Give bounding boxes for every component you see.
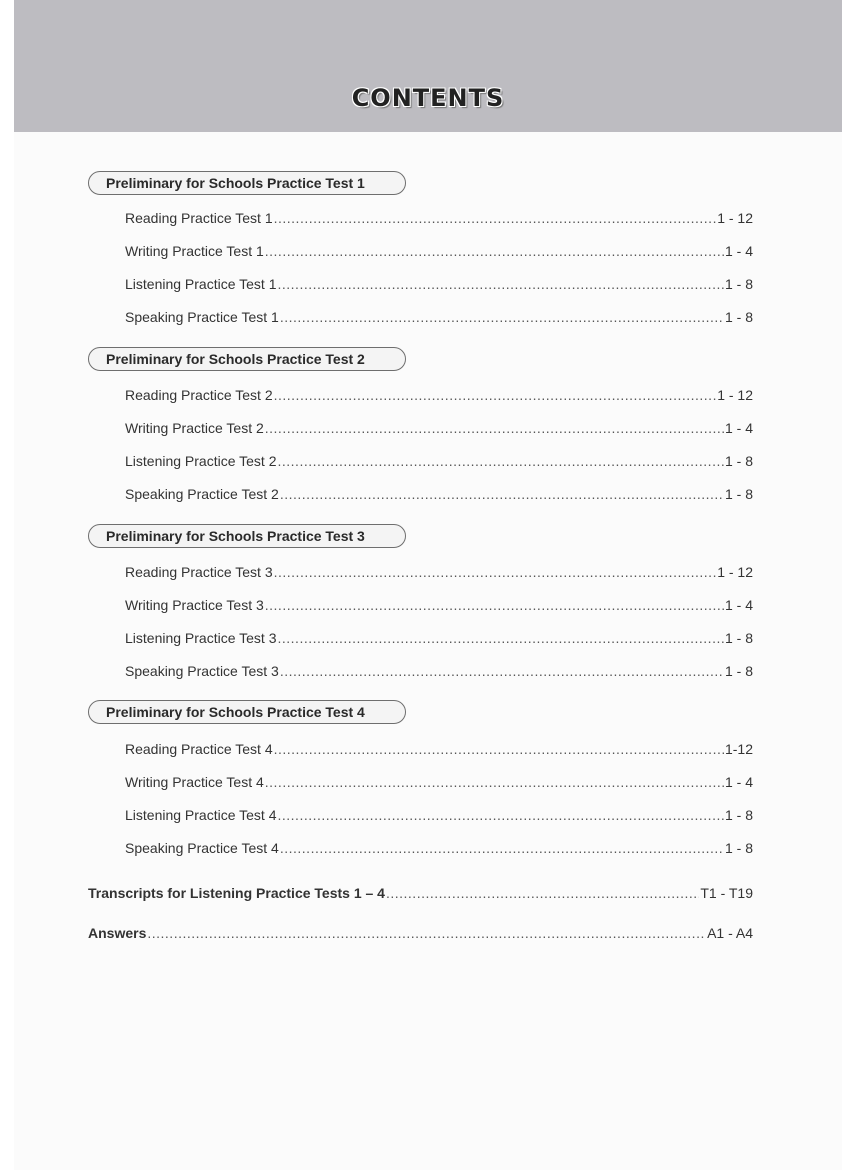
dot-leader: [386, 883, 699, 903]
dot-leader: [280, 661, 724, 681]
dot-leader: [280, 484, 724, 504]
entry-pages: 1 - 4: [724, 243, 753, 259]
toc-entry: [125, 628, 753, 648]
entry-label: Listening Practice Test 4: [125, 807, 277, 823]
toc-entry: [125, 451, 753, 471]
entry-label: Answers: [88, 925, 147, 941]
toc-entry: [125, 661, 753, 681]
toc-entry: [125, 805, 753, 825]
entry-label: Speaking Practice Test 3: [125, 663, 279, 679]
dot-leader: [278, 274, 724, 294]
dot-leader: [265, 241, 724, 261]
entry-pages: 1-12: [724, 741, 753, 757]
entry-label: Listening Practice Test 2: [125, 453, 277, 469]
toc-entry: [125, 418, 753, 438]
toc-entry: [125, 241, 753, 261]
entry-label: Writing Practice Test 3: [125, 597, 264, 613]
entry-pages: 1 - 8: [724, 840, 753, 856]
entry-pages: 1 - 12: [717, 564, 753, 580]
entry-pages: A1 - A4: [707, 925, 753, 941]
entry-label: Reading Practice Test 4: [125, 741, 273, 757]
section-heading-4: Preliminary for Schools Practice Test 4: [88, 700, 406, 724]
entry-label: Listening Practice Test 3: [125, 630, 277, 646]
dot-leader: [278, 805, 724, 825]
header-band: [14, 0, 842, 132]
entry-label: Reading Practice Test 3: [125, 564, 273, 580]
entry-pages: 1 - 4: [724, 774, 753, 790]
dot-leader: [265, 772, 724, 792]
entry-pages: 1 - 8: [724, 453, 753, 469]
entry-pages: 1 - 8: [724, 663, 753, 679]
toc-entry: [125, 595, 753, 615]
entry-pages: 1 - 8: [724, 486, 753, 502]
toc-entry: [125, 562, 753, 582]
entry-label: Transcripts for Listening Practice Tests 1 – 4: [88, 885, 385, 901]
entry-label: Writing Practice Test 4: [125, 774, 264, 790]
entry-label: Reading Practice Test 2: [125, 387, 273, 403]
entry-label: Speaking Practice Test 4: [125, 840, 279, 856]
toc-entry: [125, 484, 753, 504]
dot-leader: [274, 739, 724, 759]
dot-leader: [265, 418, 724, 438]
entry-pages: 1 - 4: [724, 597, 753, 613]
dot-leader: [274, 562, 717, 582]
dot-leader: [280, 307, 724, 327]
toc-entry: [125, 307, 753, 327]
entry-label: Listening Practice Test 1: [125, 276, 277, 292]
entry-label: Writing Practice Test 2: [125, 420, 264, 436]
answers-entry: [88, 923, 753, 943]
dot-leader: [280, 838, 724, 858]
entry-pages: T1 - T19: [700, 885, 753, 901]
page: [14, 0, 842, 1170]
dot-leader: [265, 595, 724, 615]
toc-entry: [125, 208, 753, 228]
toc-entry: [125, 385, 753, 405]
dot-leader: [278, 628, 724, 648]
entry-label: Speaking Practice Test 1: [125, 309, 279, 325]
section-heading-2: Preliminary for Schools Practice Test 2: [88, 347, 406, 371]
entry-pages: 1 - 8: [724, 630, 753, 646]
dot-leader: [147, 923, 706, 943]
entry-label: Reading Practice Test 1: [125, 210, 273, 226]
dot-leader: [278, 451, 724, 471]
section-heading-3: Preliminary for Schools Practice Test 3: [88, 524, 406, 548]
entry-pages: 1 - 12: [717, 387, 753, 403]
entry-pages: 1 - 8: [724, 807, 753, 823]
entry-label: Speaking Practice Test 2: [125, 486, 279, 502]
entry-pages: 1 - 4: [724, 420, 753, 436]
entry-label: Writing Practice Test 1: [125, 243, 264, 259]
toc-entry: [125, 274, 753, 294]
entry-pages: 1 - 8: [724, 276, 753, 292]
toc-entry: [125, 772, 753, 792]
entry-pages: 1 - 8: [724, 309, 753, 325]
dot-leader: [274, 385, 717, 405]
page-title: CONTENTS: [351, 84, 505, 112]
dot-leader: [274, 208, 717, 228]
section-heading-1: Preliminary for Schools Practice Test 1: [88, 171, 406, 195]
toc-entry: [125, 739, 753, 759]
entry-pages: 1 - 12: [717, 210, 753, 226]
toc-entry: [125, 838, 753, 858]
transcripts-entry: [88, 883, 753, 903]
